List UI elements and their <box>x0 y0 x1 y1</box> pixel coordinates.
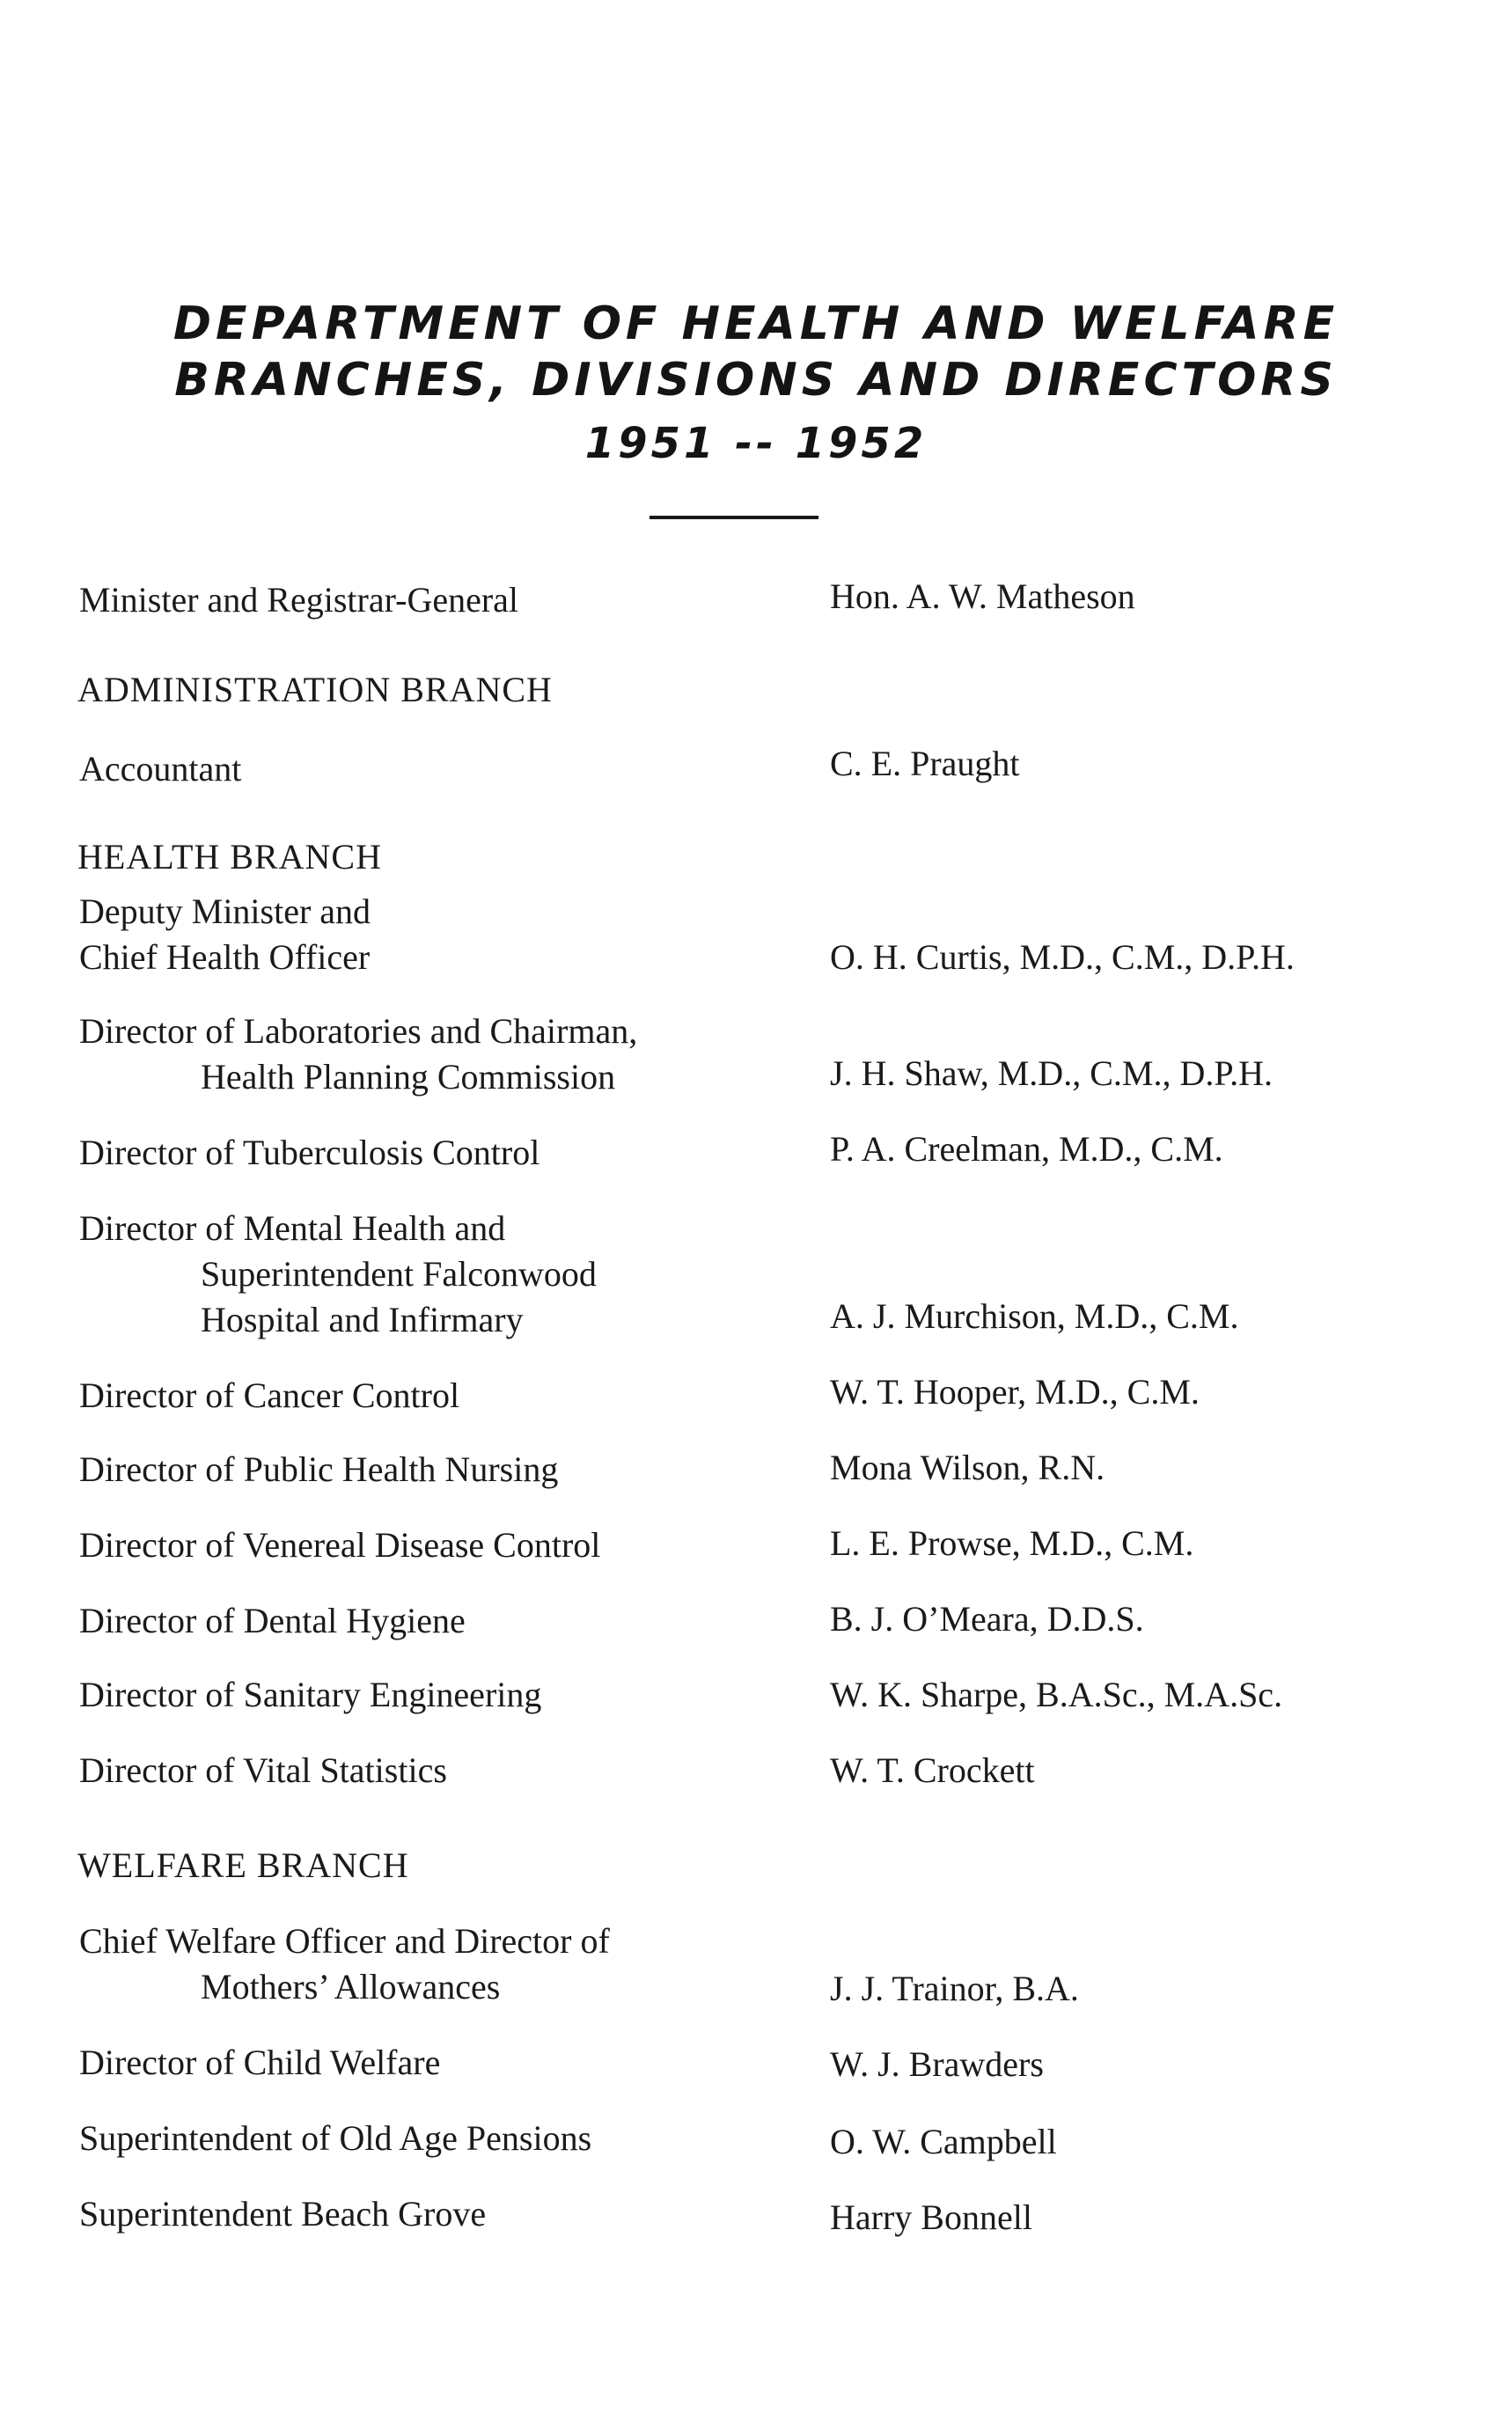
vital-statistics-director-name: W. T. Crockett <box>830 1750 1035 1790</box>
old-age-pensions-name: O. W. Campbell <box>830 2122 1057 2161</box>
child-welfare-director-role: Director of Child Welfare <box>79 2043 441 2082</box>
role-line: Deputy Minister and <box>79 891 371 931</box>
old-age-pensions-role: Superintendent of Old Age Pensions <box>79 2118 592 2158</box>
cancer-director-name: W. T. Hooper, M.D., C.M. <box>830 1372 1200 1412</box>
chief-welfare-officer-role <box>79 1918 610 2010</box>
vital-statistics-director-role: Director of Vital Statistics <box>79 1750 447 1790</box>
beach-grove-superintendent-role: Superintendent Beach Grove <box>79 2194 487 2234</box>
laboratories-director-name: J. H. Shaw, M.D., C.M., D.P.H. <box>830 1053 1273 1093</box>
role-line: Hospital and Infirmary <box>201 1300 524 1339</box>
laboratories-director-role <box>79 1009 637 1100</box>
role-line: Chief Health Officer <box>79 937 371 977</box>
role-line: Superintendent Falconwood <box>201 1254 597 1294</box>
administration-branch-heading: ADMINISTRATION BRANCH <box>77 670 553 709</box>
minister-role: Minister and Registrar-General <box>79 580 519 620</box>
accountant-name: C. E. Praught <box>830 744 1020 783</box>
welfare-branch-heading: WELFARE BRANCH <box>77 1845 409 1885</box>
health-branch-heading: HEALTH BRANCH <box>77 837 382 877</box>
title-years: 1951 -- 1952 <box>584 419 928 468</box>
role-line: Health Planning Commission <box>201 1057 616 1097</box>
role-line: Mothers’ Allowances <box>201 1967 501 2006</box>
chief-welfare-officer-name: J. J. Trainor, B.A. <box>830 1969 1079 2008</box>
mental-health-director-name: A. J. Murchison, M.D., C.M. <box>830 1296 1239 1336</box>
sanitary-director-name: W. K. Sharpe, B.A.Sc., M.A.Sc. <box>830 1675 1283 1714</box>
venereal-director-name: L. E. Prowse, M.D., C.M. <box>830 1523 1194 1563</box>
mental-health-director-role <box>79 1206 597 1343</box>
deputy-minister-role <box>79 889 371 980</box>
tuberculosis-director-role: Director of Tuberculosis Control <box>79 1133 540 1172</box>
deputy-minister-name: O. H. Curtis, M.D., C.M., D.P.H. <box>830 937 1295 977</box>
nursing-director-name: Mona Wilson, R.N. <box>830 1448 1105 1487</box>
nursing-director-role: Director of Public Health Nursing <box>79 1449 559 1489</box>
venereal-director-role: Director of Venereal Disease Control <box>79 1525 601 1565</box>
title-subtitle: BRANCHES, DIVISIONS AND DIRECTORS <box>174 354 1338 407</box>
minister-name: Hon. A. W. Matheson <box>830 576 1135 616</box>
title-department: DEPARTMENT OF HEALTH AND WELFARE <box>172 297 1340 350</box>
sanitary-director-role: Director of Sanitary Engineering <box>79 1675 542 1714</box>
dental-director-name: B. J. O’Meara, D.D.S. <box>830 1599 1144 1639</box>
accountant-role: Accountant <box>79 749 242 789</box>
dental-director-role: Director of Dental Hygiene <box>79 1601 466 1640</box>
role-line: Director of Laboratories and Chairman, <box>79 1011 638 1051</box>
role-line: Director of Mental Health and <box>79 1208 506 1248</box>
beach-grove-superintendent-name: Harry Bonnell <box>830 2197 1032 2237</box>
cancer-director-role: Director of Cancer Control <box>79 1375 460 1415</box>
title-underline-rule <box>650 516 818 519</box>
role-line: Chief Welfare Officer and Director of <box>79 1921 610 1961</box>
tuberculosis-director-name: P. A. Creelman, M.D., C.M. <box>830 1129 1223 1169</box>
child-welfare-director-name: W. J. Brawders <box>830 2044 1044 2084</box>
